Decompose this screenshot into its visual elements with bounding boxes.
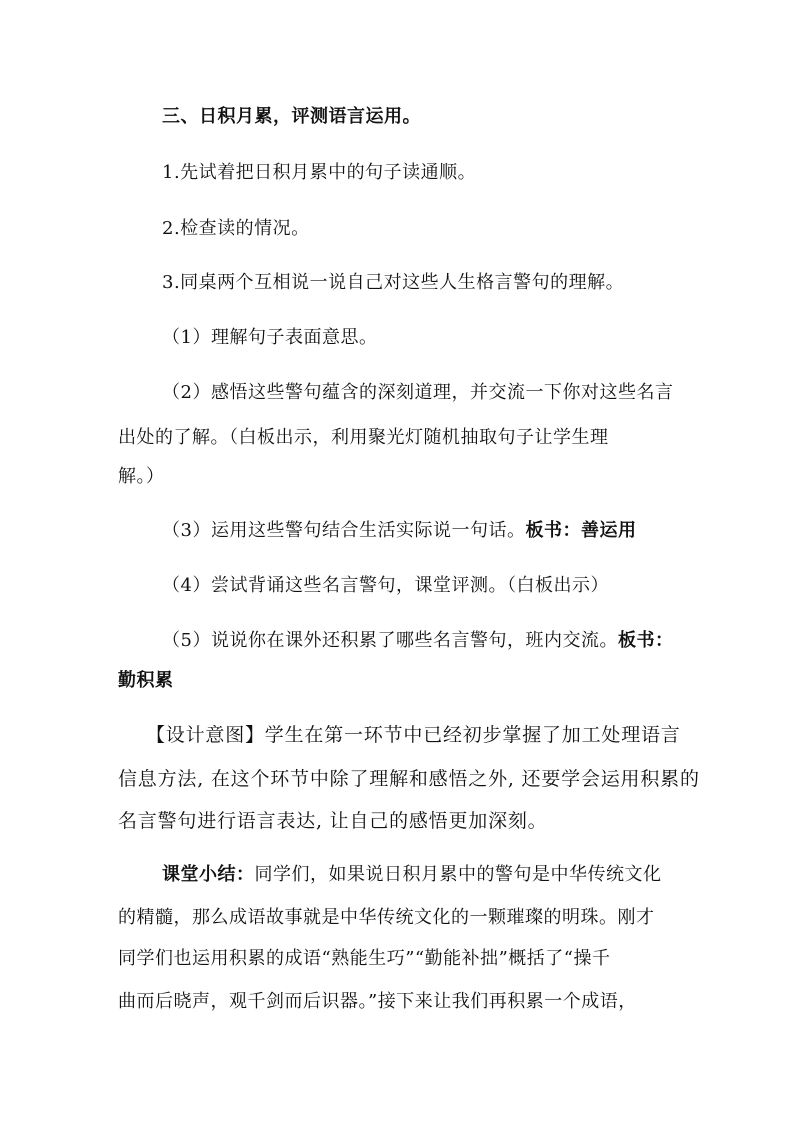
step-1: 1.先试着把日积月累中的句子读通顺。 xyxy=(162,162,477,183)
board-note-use: 板书：善运用 xyxy=(525,520,637,541)
sub-item-2-line-1: （2）感悟这些警句蕴含的深刻道理，并交流一下你对这些名言 xyxy=(162,382,674,403)
sub-item-3 xyxy=(162,518,636,544)
sub-item-5 xyxy=(162,628,673,654)
board-note-label: 板书： xyxy=(617,630,674,651)
board-note-accumulate: 勤积累 xyxy=(118,670,174,691)
step-3: 3.同桌两个互相说一说自己对这些人生格言警句的理解。 xyxy=(162,272,625,293)
sub-item-4: （4）尝试背诵这些名言警句，课堂评测。（白板出示） xyxy=(162,575,609,596)
summary-text-1: 同学们，如果说日积月累中的警句是中华传统文化 xyxy=(254,864,662,885)
summary-label: 课堂小结： xyxy=(162,864,255,885)
summary-line-2: 的精髓，那么成语故事就是中华传统文化的一颗璀璨的明珠。刚才 xyxy=(118,907,655,928)
sub-item-2-line-3: 解。） xyxy=(118,466,165,487)
section-title: 三、日积月累，评测语言运用。 xyxy=(162,106,421,127)
summary-line-3: 同学们也运用积累的成语“熟能生巧”“勤能补拙”概括了“操千 xyxy=(118,948,611,969)
design-intent-line-1: 【设计意图】学生在第一环节中已经初步掌握了加工处理语言 xyxy=(146,724,681,746)
design-intent-line-3: 名言警句进行语言表达, 让自己的感悟更加深刻。 xyxy=(118,810,548,832)
summary-line-4: 曲而后晓声，观千剑而后识器。”接下来让我们再积累一个成语， xyxy=(118,991,637,1012)
design-intent-line-2: 信息方法, 在这个环节中除了理解和感悟之外, 还要学会运用积累的 xyxy=(118,768,700,790)
sub-item-2-line-2: 出处的了解。（白板出示，利用聚光灯随机抽取句子让学生理 xyxy=(118,427,609,448)
step-2: 2.检查读的情况。 xyxy=(162,218,310,239)
sub-item-5-text: （5）说说你在课外还积累了哪些名言警句，班内交流。 xyxy=(162,630,618,651)
summary-line-1 xyxy=(162,862,662,888)
sub-item-3-text: （3）运用这些警句结合生活实际说一句话。 xyxy=(162,520,526,541)
sub-item-1: （1）理解句子表面意思。 xyxy=(162,327,378,348)
